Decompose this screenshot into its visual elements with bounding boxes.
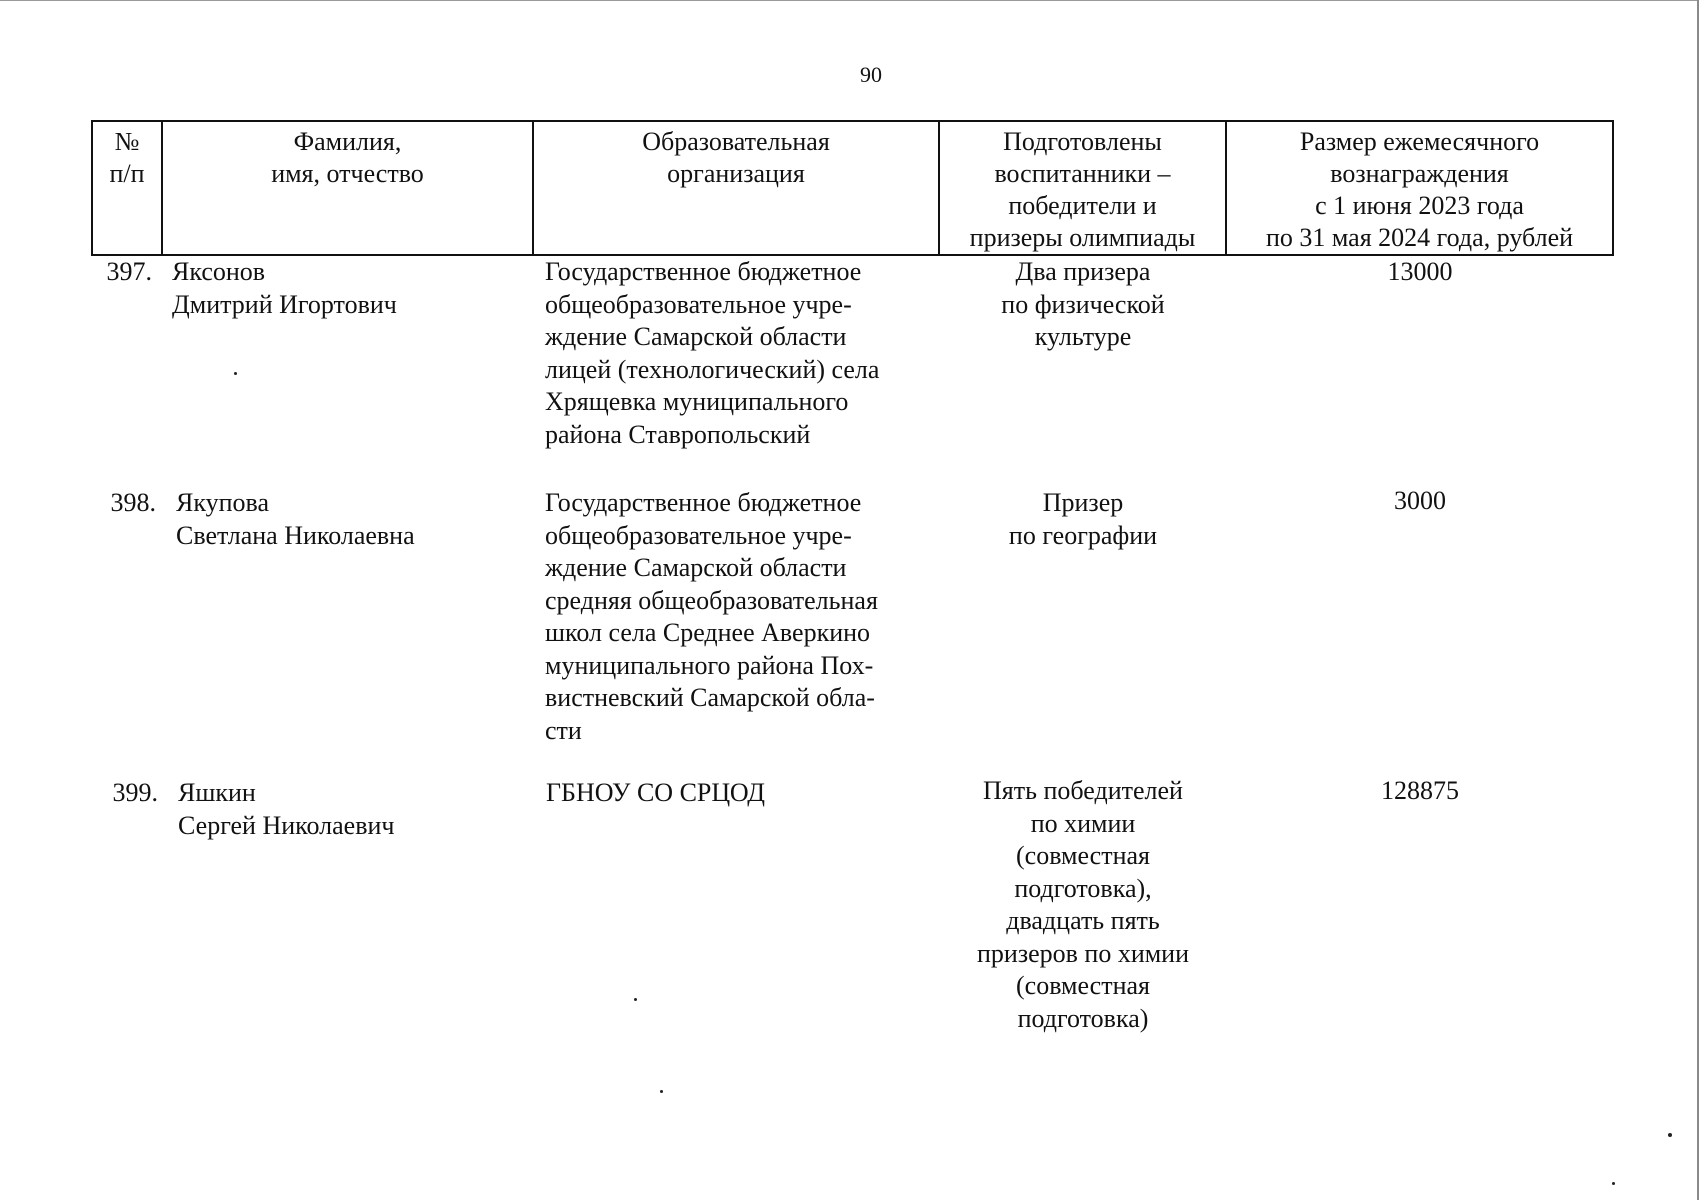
row-number: 397. xyxy=(106,257,152,286)
prize-winners xyxy=(940,256,1226,354)
header-prize-line: воспитанники – xyxy=(994,159,1171,188)
organization xyxy=(545,256,931,451)
scan-speck xyxy=(234,372,237,375)
header-prize-line: призеры олимпиады xyxy=(969,223,1196,252)
organization-line: района Ставропольский xyxy=(545,419,811,449)
scan-speck xyxy=(1668,1133,1672,1137)
header-number xyxy=(92,121,162,255)
header-organization xyxy=(533,121,939,255)
reward-amount: 13000 xyxy=(1387,257,1453,286)
page-number: 90 xyxy=(860,62,882,87)
reward-amount: 3000 xyxy=(1394,486,1446,515)
organization-line: муниципального района Пох- xyxy=(545,650,874,680)
table-header xyxy=(91,120,1614,256)
reward-amount: 128875 xyxy=(1381,776,1459,805)
header-name xyxy=(162,121,533,255)
person-name xyxy=(178,777,508,842)
prize-line: (совместная xyxy=(1016,971,1150,1000)
person-name xyxy=(172,256,502,321)
prize-winners xyxy=(940,487,1226,552)
surname: Яксонов xyxy=(172,257,266,286)
prize-line: (совместная xyxy=(1016,841,1150,870)
scan-speck xyxy=(634,998,637,1001)
organization-line: общеобразовательное учре- xyxy=(545,289,852,319)
prize-line: призеров по химии xyxy=(976,938,1190,968)
organization-line: Хрящевка муниципального xyxy=(545,387,849,416)
header-amount xyxy=(1226,121,1613,255)
organization-line: средняя общеобразовательная xyxy=(545,585,878,615)
prize-winners xyxy=(940,775,1226,1035)
page-top-edge xyxy=(0,0,1699,1)
surname: Яшкин xyxy=(178,778,256,807)
organization-line: сти xyxy=(545,715,582,745)
prize-line: подготовка), xyxy=(1014,873,1152,903)
header-name-line: имя, отчество xyxy=(271,159,424,188)
organization-line: ждение Самарской области xyxy=(545,553,847,582)
header-organization-line: Образовательная xyxy=(642,127,830,156)
prize-line: подготовка) xyxy=(1017,1003,1149,1033)
organization-line: вистневский Самарской обла- xyxy=(545,683,875,712)
organization-line: общеобразовательное учре- xyxy=(545,520,852,550)
row-number: 398. xyxy=(110,488,156,517)
given-names: Дмитрий Игортович xyxy=(172,289,397,319)
row-number: 399. xyxy=(112,778,158,807)
prize-line: Пять победителей xyxy=(983,776,1183,805)
header-amount-line: вознаграждения xyxy=(1330,159,1509,188)
header-amount-line: Размер ежемесячного xyxy=(1299,127,1540,156)
header-prize-line: победители и xyxy=(1008,191,1157,220)
prize-line: культуре xyxy=(1034,322,1132,351)
header-number-line: п/п xyxy=(109,159,145,188)
header-amount-line: по 31 мая 2024 года, рублей xyxy=(1265,223,1574,252)
given-names: Светлана Николаевна xyxy=(176,520,415,550)
organization-line: школ села Среднее Аверкино xyxy=(545,618,871,647)
surname: Якупова xyxy=(176,488,269,517)
prize-line: Два призера xyxy=(1015,257,1151,286)
prize-line: по географии xyxy=(1008,520,1158,550)
organization-line: ждение Самарской области xyxy=(545,322,847,351)
header-amount-line: с 1 июня 2023 года xyxy=(1315,191,1524,220)
scan-speck xyxy=(660,1090,663,1093)
header-prize xyxy=(939,121,1226,255)
person-name xyxy=(176,487,506,552)
organization-line: Государственное бюджетное xyxy=(545,257,862,286)
prize-line: по физической xyxy=(1001,289,1165,319)
scan-speck xyxy=(1612,1182,1615,1185)
organization xyxy=(545,487,931,747)
organization-line: ГБНОУ СО СРЦОД xyxy=(546,778,766,807)
organization-line: лицей (технологический) села xyxy=(545,354,880,384)
header-name-line: Фамилия, xyxy=(293,127,402,156)
prize-line: по химии xyxy=(1030,808,1136,838)
prize-line: двадцать пять xyxy=(1006,906,1160,935)
header-prize-line: Подготовлены xyxy=(1003,127,1162,156)
header-number-line: № xyxy=(114,127,140,156)
given-names: Сергей Николаевич xyxy=(178,810,395,840)
prize-line: Призер xyxy=(1042,488,1124,517)
organization xyxy=(546,777,932,810)
organization-line: Государственное бюджетное xyxy=(545,488,862,517)
header-organization-line: организация xyxy=(667,159,805,188)
